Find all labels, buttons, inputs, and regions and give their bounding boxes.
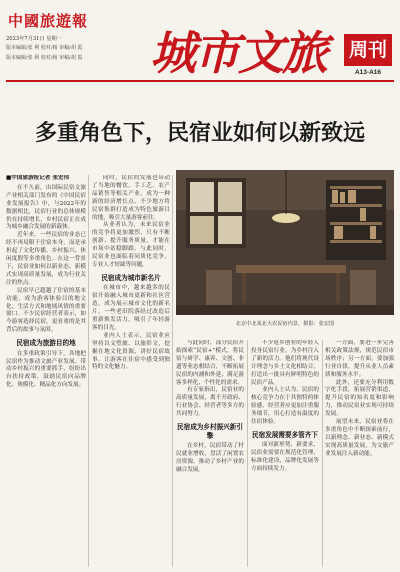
article-column-1 <box>6 175 86 567</box>
paragraph: 业内人士认为，民宿的核心竞争力在于其独特的体验感，经营者应更加注重服务细节，用心打造有温度的住宿体验。 <box>251 387 319 426</box>
interior-scene-illustration <box>176 170 394 315</box>
paragraph: 在不久前，由国际民宿文旅产业相关部门发布的《中国民宿业发展报告》中，与2022年的数据相比，民宿行业的总体规模仍在持续增长，乡村民宿正在成为城乡融合发展的新载体。 <box>6 184 86 231</box>
article-column-5 <box>325 340 394 572</box>
article-column-3 <box>176 340 244 572</box>
column-divider <box>322 340 323 567</box>
masthead-divider <box>6 80 394 82</box>
paragraph: 从业者认为，未来民宿业的竞争将更加激烈，只有不断创新、提升服务质量，才能在市场中站稳脚跟。与此同时，民宿业也面临着同质化竞争、专业人才短缺等问题。 <box>92 222 170 268</box>
editor-line: 版本编辑/张 利 校对/杨 审稿/胡 霞 <box>6 45 83 51</box>
subheading: 民宿成为城市新名片 <box>101 273 161 282</box>
article-photo <box>176 170 394 315</box>
paragraph: 在城市中，越来越多的民宿开始融入城市更新和社区营造，成为展示城市文化的新名片。一些老旧院落经过改造后重新焕发活力，吸引了年轻游客的目光。 <box>92 285 170 331</box>
issue-info <box>6 35 156 61</box>
paragraph: 业内人士表示，民宿业应坚持以文塑旅、以旅彰文，挖掘在地文化资源，讲好民宿故事，让游客在住宿中感受到独特的文化魅力。 <box>92 332 170 371</box>
paragraph: 与此同时，部分民宿开始探索“民宿+”模式，将民宿与研学、康养、文创、非遗等业态相结合，不断拓展民宿的内涵和外延，满足游客多样化、个性化的需求。 <box>176 340 244 386</box>
subheading: 民宿成为旅游目的地 <box>16 339 76 348</box>
photo-caption: 北京中北某北大农民宿内景，摄影：张宏国 <box>235 321 335 327</box>
paragraph: 展望未来，民宿业将在多重角色中不断探索前行，以新理念、新业态、新模式实现高质量发展，为文旅产业发展注入新动能。 <box>325 419 394 457</box>
issue-date: 2023年7月31日 星期一 <box>6 36 62 42</box>
masthead <box>0 0 400 84</box>
article-column-2 <box>92 175 170 567</box>
paragraph: 有专家指出，民宿业的高质量发展，离不开政府、行业协会、经营者等多方的共同努力。 <box>176 387 244 418</box>
paragraph: 面对新形势、新要求，民宿业需要在规范化管理、标准化建设、品牌化发展等方面持续发力。 <box>251 442 319 473</box>
subheading: 民宿成为乡村振兴新引擎 <box>177 423 243 440</box>
paragraph: 民宿早已超越了住宿的基本功能，成为游客体验目的地文化、生活方式和地域风情的重要窗口。不少民宿经营者表示，如今游客选择民宿，更看重的是其背后的故事与氛围。 <box>6 287 86 334</box>
column-divider <box>172 175 173 567</box>
paragraph: 一方面，要进一步完善相关政策法规，规范民宿市场秩序；另一方面，要加强行业自律，提升从业人员素质和服务水平。 <box>325 340 394 378</box>
paragraph: 同时，民宿的发展也带动了当地的餐饮、手工艺、农产品销售等相关产业，成为一种新的经济增长点。不少地方将民宿集群打造成为特色旅游目的地，吸引大量游客前往。 <box>92 175 170 221</box>
article-column-4 <box>251 340 319 572</box>
subheading: 民宿发展需要多管齐下 <box>252 430 318 439</box>
paragraph: 在乡村，民宿带动了村民就业增收，盘活了闲置农房资源，推动了乡村产业的融合发展。 <box>176 443 244 473</box>
editor-line-2: 版本编辑/张 利 校对/杨 审稿/胡 霞 <box>6 55 83 61</box>
weekly-badge: 周刊 <box>344 34 392 66</box>
paragraph: 在多重政策引导下，各地把民宿作为推动文旅产业发展、带动乡村振兴的重要抓手，纷纷出台扶持政策，鼓励民宿向品牌化、规模化、精品化方向发展。 <box>6 350 86 389</box>
paragraph: 不少返乡创业的年轻人投身民宿行业，为乡村注入了新的活力。他们将现代设计理念与乡土文化相结合，打造出一批具有鲜明特色的民宿产品。 <box>251 340 319 386</box>
column-divider <box>88 175 89 567</box>
page-range: A13-A16 <box>354 69 381 76</box>
column-divider <box>247 340 248 567</box>
byline: ■中国旅游报记者 张宏伟 <box>6 175 70 181</box>
section-title: 城市文旅 <box>150 26 326 80</box>
newspaper-logo: 中國旅遊報 <box>8 12 89 30</box>
article-headline: 多重角色下，民宿业如何以新致远 <box>34 120 365 146</box>
paragraph: 近年来，一些民宿的业态已经不再局限于住宿本身，而是承担起了文化传播、乡村振兴、休闲度假等多重角色。在这一背景下，民宿业如何以新业态、新模式实现高质量发展，成为行业关注的焦点。 <box>6 232 86 286</box>
paragraph: 此外，还要充分利用数字化手段，拓展营销渠道，提升民宿的知名度和影响力，推动民宿业实现可持续发展。 <box>325 379 394 418</box>
